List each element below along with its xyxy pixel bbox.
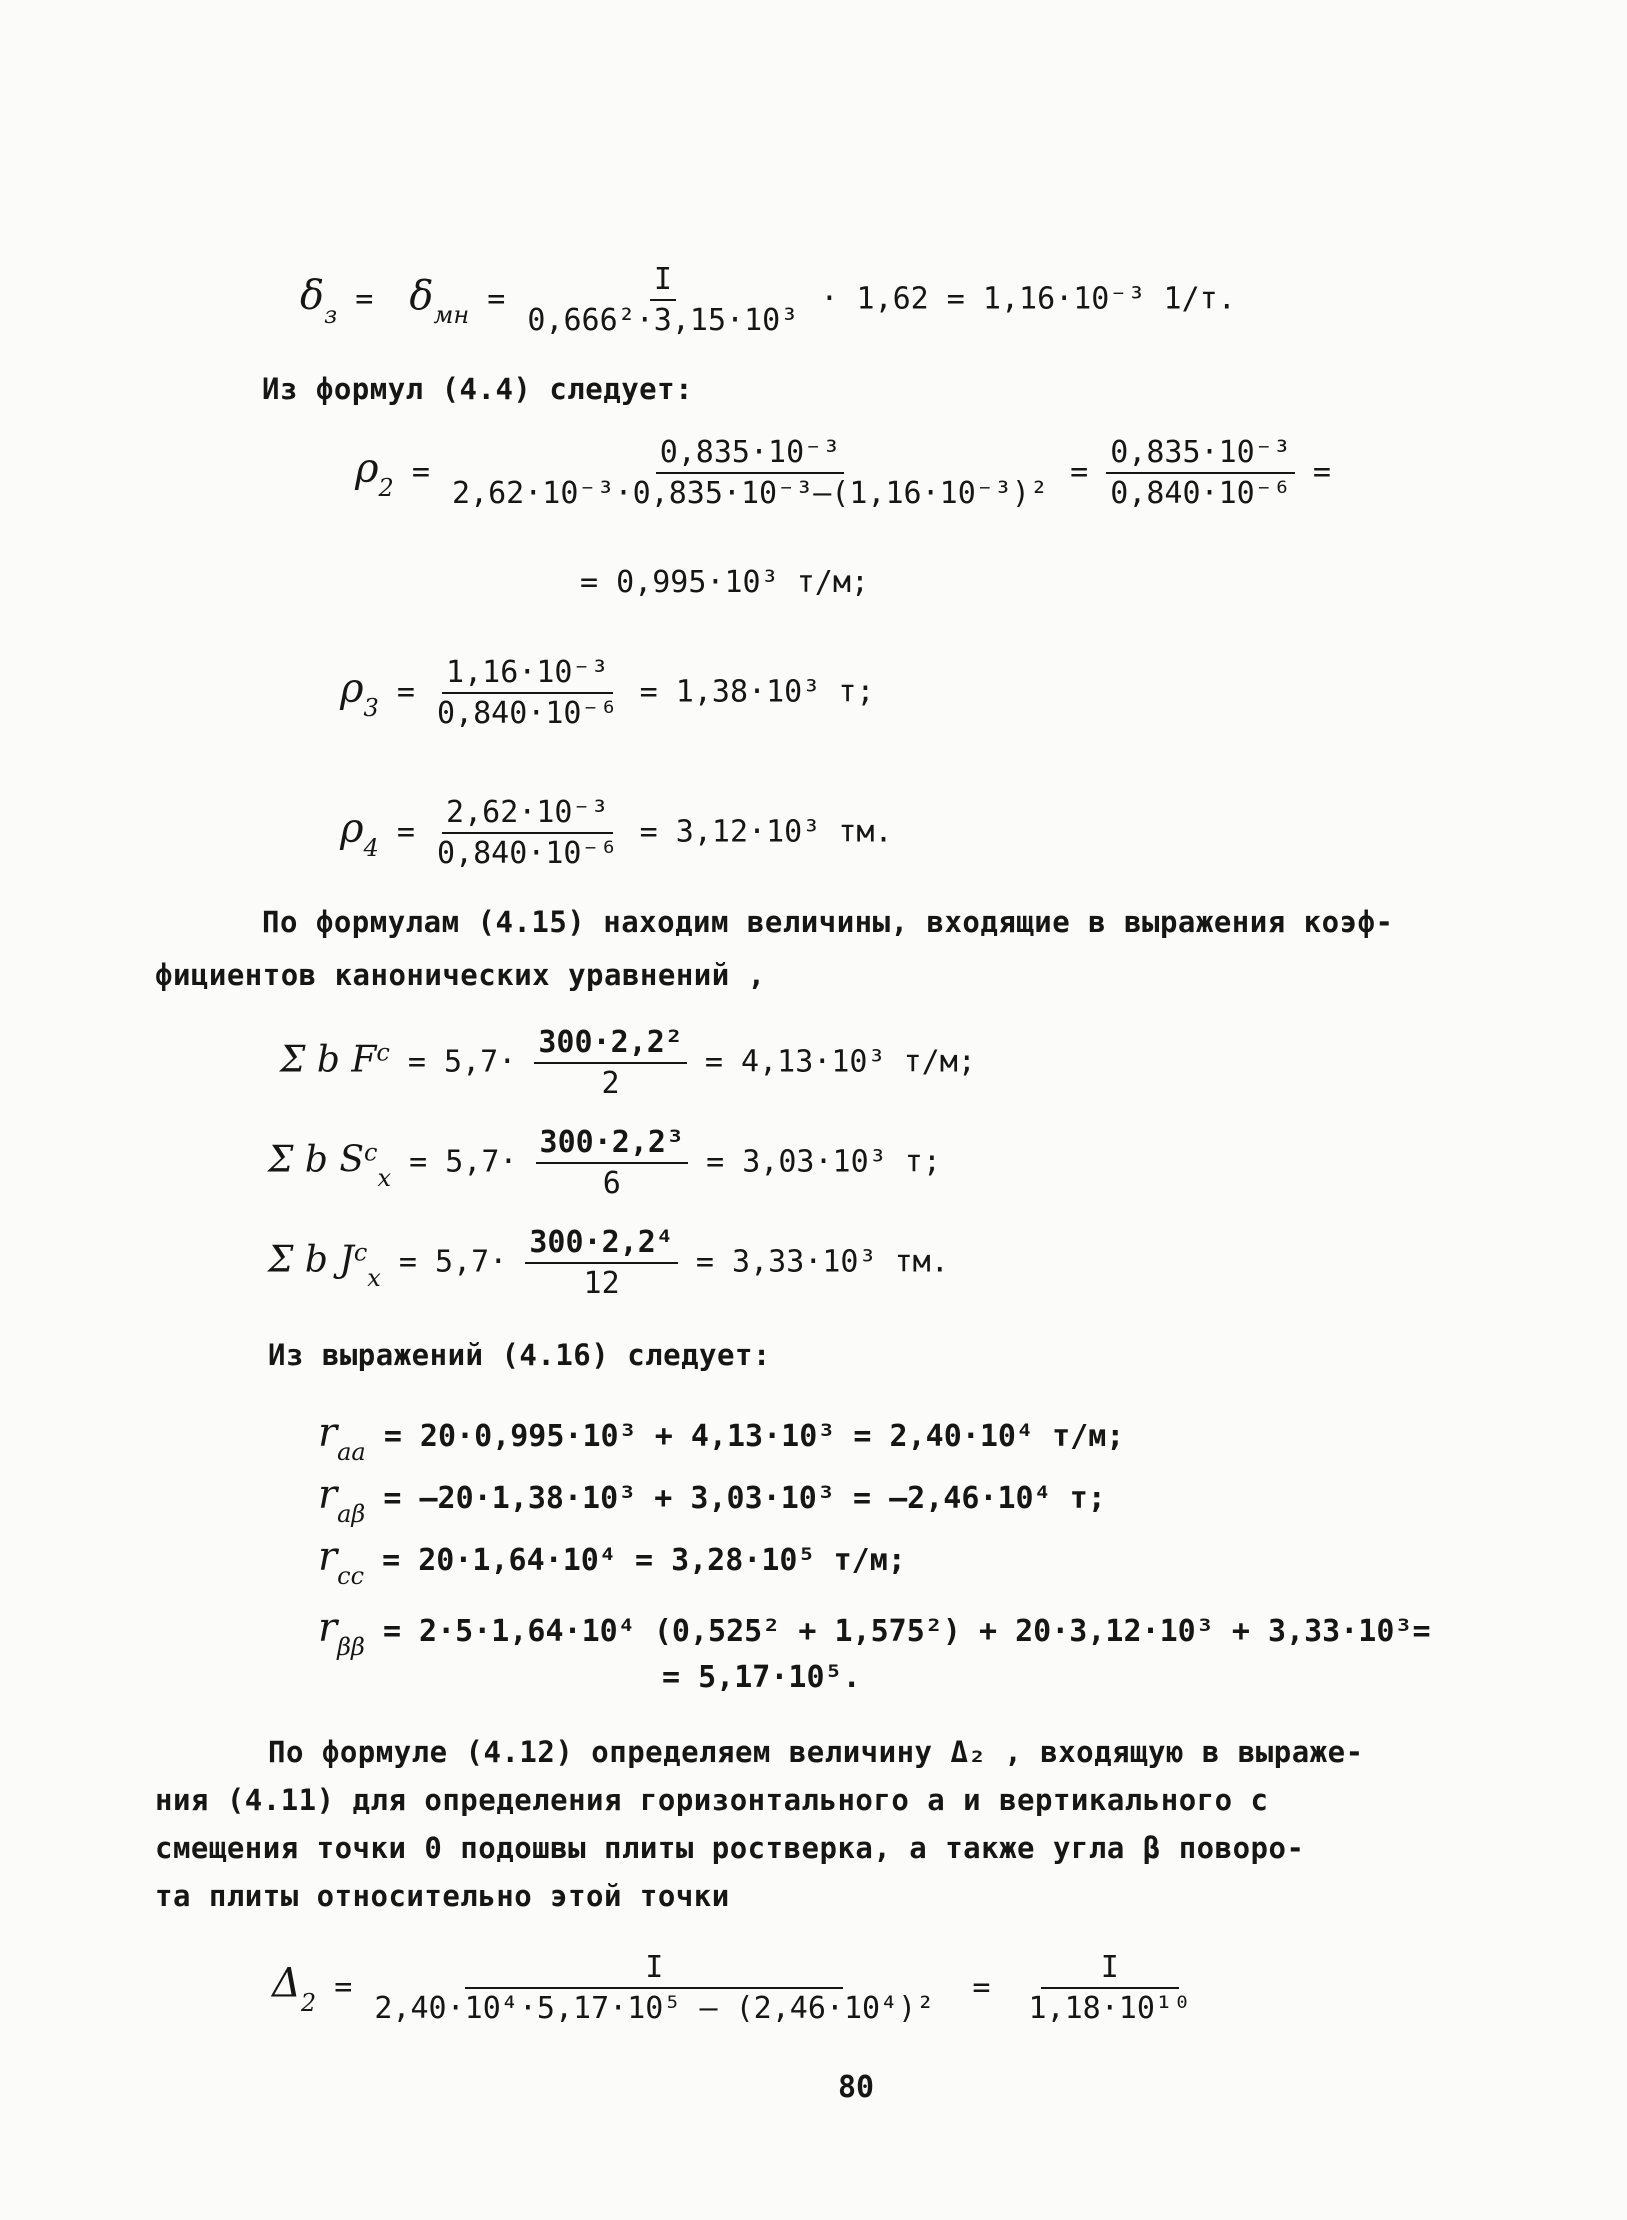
denominator: 12 (583, 1266, 620, 1301)
fraction (523, 262, 802, 338)
r-symbol: r (318, 1472, 338, 1518)
equation-rest: = 2·5·1,64·10⁴ (0,525² + 1,575²) + 20·3,12·10³ + 3,33·10³= (382, 1614, 1431, 1649)
fraction (448, 435, 1052, 511)
equation-rest: = –20·1,38·10³ + 3,03·10³ = –2,46·10⁴ т; (383, 1481, 1106, 1516)
eq-rho4 (340, 795, 893, 871)
denominator: 1,18·10¹⁰ (1028, 1991, 1192, 2026)
equation-rest: = 20·0,995·10³ + 4,13·10³ = 2,40·10⁴ т/м; (383, 1419, 1125, 1454)
superscript: c (364, 1138, 378, 1167)
eq-sum-J (268, 1225, 949, 1301)
equation-rest: = 4,13·10³ т/м; (704, 1044, 976, 1080)
denominator: 0,840·10⁻⁶ (436, 696, 618, 731)
equals-sign: = (1070, 454, 1089, 490)
eq-rho2-result: = 0,995·10³ т/м; (580, 565, 869, 600)
fraction (433, 655, 622, 731)
fraction (1024, 1950, 1195, 2026)
fraction (433, 795, 622, 871)
page-number: 80 (838, 2070, 875, 2105)
subscript: 3 (363, 693, 379, 722)
numerator: 300·2,2³ (536, 1125, 689, 1164)
numerator: 0,835·10⁻³ (656, 435, 845, 474)
superscript: c (353, 1238, 368, 1267)
superscript: c (376, 1038, 390, 1067)
equation-rest: · 1,62 = 1,16·10⁻³ 1/т. (820, 281, 1236, 317)
subscript: x (377, 1163, 392, 1192)
fraction (1106, 435, 1295, 511)
subscript: мн (433, 300, 470, 329)
eq-r-bb (318, 1605, 1431, 1661)
equation-rest: = 3,03·10³ т; (706, 1144, 941, 1180)
eq-sum-S (268, 1125, 941, 1201)
eq-r-bb-result: = 5,17·10⁵. (662, 1660, 861, 1695)
denominator: 0,840·10⁻⁶ (436, 836, 618, 871)
subscript: з (324, 300, 338, 329)
denominator: 0,840·10⁻⁶ (1110, 476, 1291, 511)
numerator: I (465, 1950, 843, 1989)
equation-rest: = 1,38·10³ т; (639, 674, 875, 710)
paragraph-line: ния (4.11) для определения горизонтального a и вертикального c (155, 1783, 1269, 1817)
r-symbol: r (318, 1534, 338, 1580)
fraction (536, 1125, 689, 1201)
equals-sign: = (972, 1969, 991, 2005)
subscript: 4 (363, 833, 379, 862)
rho-symbol: ρ (340, 665, 364, 712)
subscript: aβ (337, 1500, 366, 1528)
eq-r-cc (318, 1534, 906, 1590)
paragraph-line: фициентов канонических уравнений , (155, 958, 766, 992)
equals-sign: = (1312, 454, 1331, 490)
numerator: I (650, 262, 676, 301)
numerator: 0,835·10⁻³ (1106, 435, 1295, 474)
paragraph-line: По формулам (4.15) находим величины, входящие в выражения коэф- (262, 905, 1394, 939)
equals-sign: = (396, 674, 415, 710)
paragraph-line: Из формул (4.4) следует: (262, 372, 694, 406)
sum-symbol: Σ b J (268, 1239, 354, 1281)
denominator: 0,666²·3,15·10³ (527, 303, 799, 338)
sum-symbol: Σ b F (280, 1039, 377, 1081)
fraction (370, 1950, 938, 2026)
subscript: aa (337, 1438, 366, 1466)
denominator: 2,40·10⁴·5,17·10⁵ – (2,46·10⁴)² (374, 1991, 935, 2026)
equals-sign: = (355, 281, 374, 317)
rho-symbol: ρ (340, 805, 364, 852)
numerator: 300·2,2⁴ (525, 1225, 678, 1264)
r-symbol: r (318, 1605, 338, 1651)
eq-rho3 (340, 655, 874, 731)
multiplier: = 5,7· (409, 1144, 518, 1180)
denominator: 6 (602, 1166, 621, 1201)
equals-sign: = (411, 454, 430, 490)
denominator: 2 (601, 1066, 620, 1101)
rho-symbol: ρ (355, 445, 379, 492)
equals-sign: = (487, 281, 506, 317)
equation-rest: = 3,33·10³ тм. (695, 1244, 949, 1280)
subscript: 2 (300, 1988, 317, 2017)
paragraph-line: та плиты относительно этой точки (155, 1879, 730, 1913)
equation-rest: = 20·1,64·10⁴ = 3,28·10⁵ т/м; (382, 1543, 906, 1578)
equals-sign: = (334, 1969, 353, 2005)
numerator: 2,62·10⁻³ (442, 795, 613, 834)
delta-symbol: δ (300, 272, 325, 319)
denominator: 2,62·10⁻³·0,835·10⁻³–(1,16·10⁻³)² (451, 476, 1049, 511)
delta-symbol: δ (409, 272, 434, 319)
eq-rho2 (355, 435, 1331, 511)
equation-rest: = 3,12·10³ тм. (639, 814, 893, 850)
eq-r-ab (318, 1472, 1106, 1528)
equals-sign: = (396, 814, 415, 850)
multiplier: = 5,7· (407, 1044, 517, 1080)
fraction (534, 1025, 687, 1101)
subscript: ββ (337, 1633, 365, 1661)
subscript: x (367, 1263, 381, 1292)
r-symbol: r (318, 1410, 338, 1456)
numerator: I (1041, 1950, 1179, 1989)
subscript: 2 (378, 473, 394, 502)
sum-symbol: Σ b S (268, 1139, 365, 1181)
numerator: 300·2,2² (534, 1025, 687, 1064)
subscript: cc (337, 1562, 365, 1590)
paragraph-line: По формуле (4.12) определяем величину Δ₂ , входящую в выраже- (268, 1735, 1364, 1769)
numerator: 1,16·10⁻³ (442, 655, 613, 694)
paragraph-line: Из выражений (4.16) следует: (268, 1338, 771, 1372)
eq-delta3 (300, 262, 1236, 338)
multiplier: = 5,7· (398, 1244, 508, 1280)
fraction (525, 1225, 678, 1301)
eq-sum-F (280, 1025, 976, 1101)
delta-symbol: Δ (272, 1960, 301, 2007)
eq-r-aa (318, 1410, 1125, 1466)
eq-delta2 (272, 1950, 1195, 2026)
paragraph-line: смещения точки 0 подошвы плиты ростверка, а также угла β поворо- (155, 1831, 1305, 1865)
